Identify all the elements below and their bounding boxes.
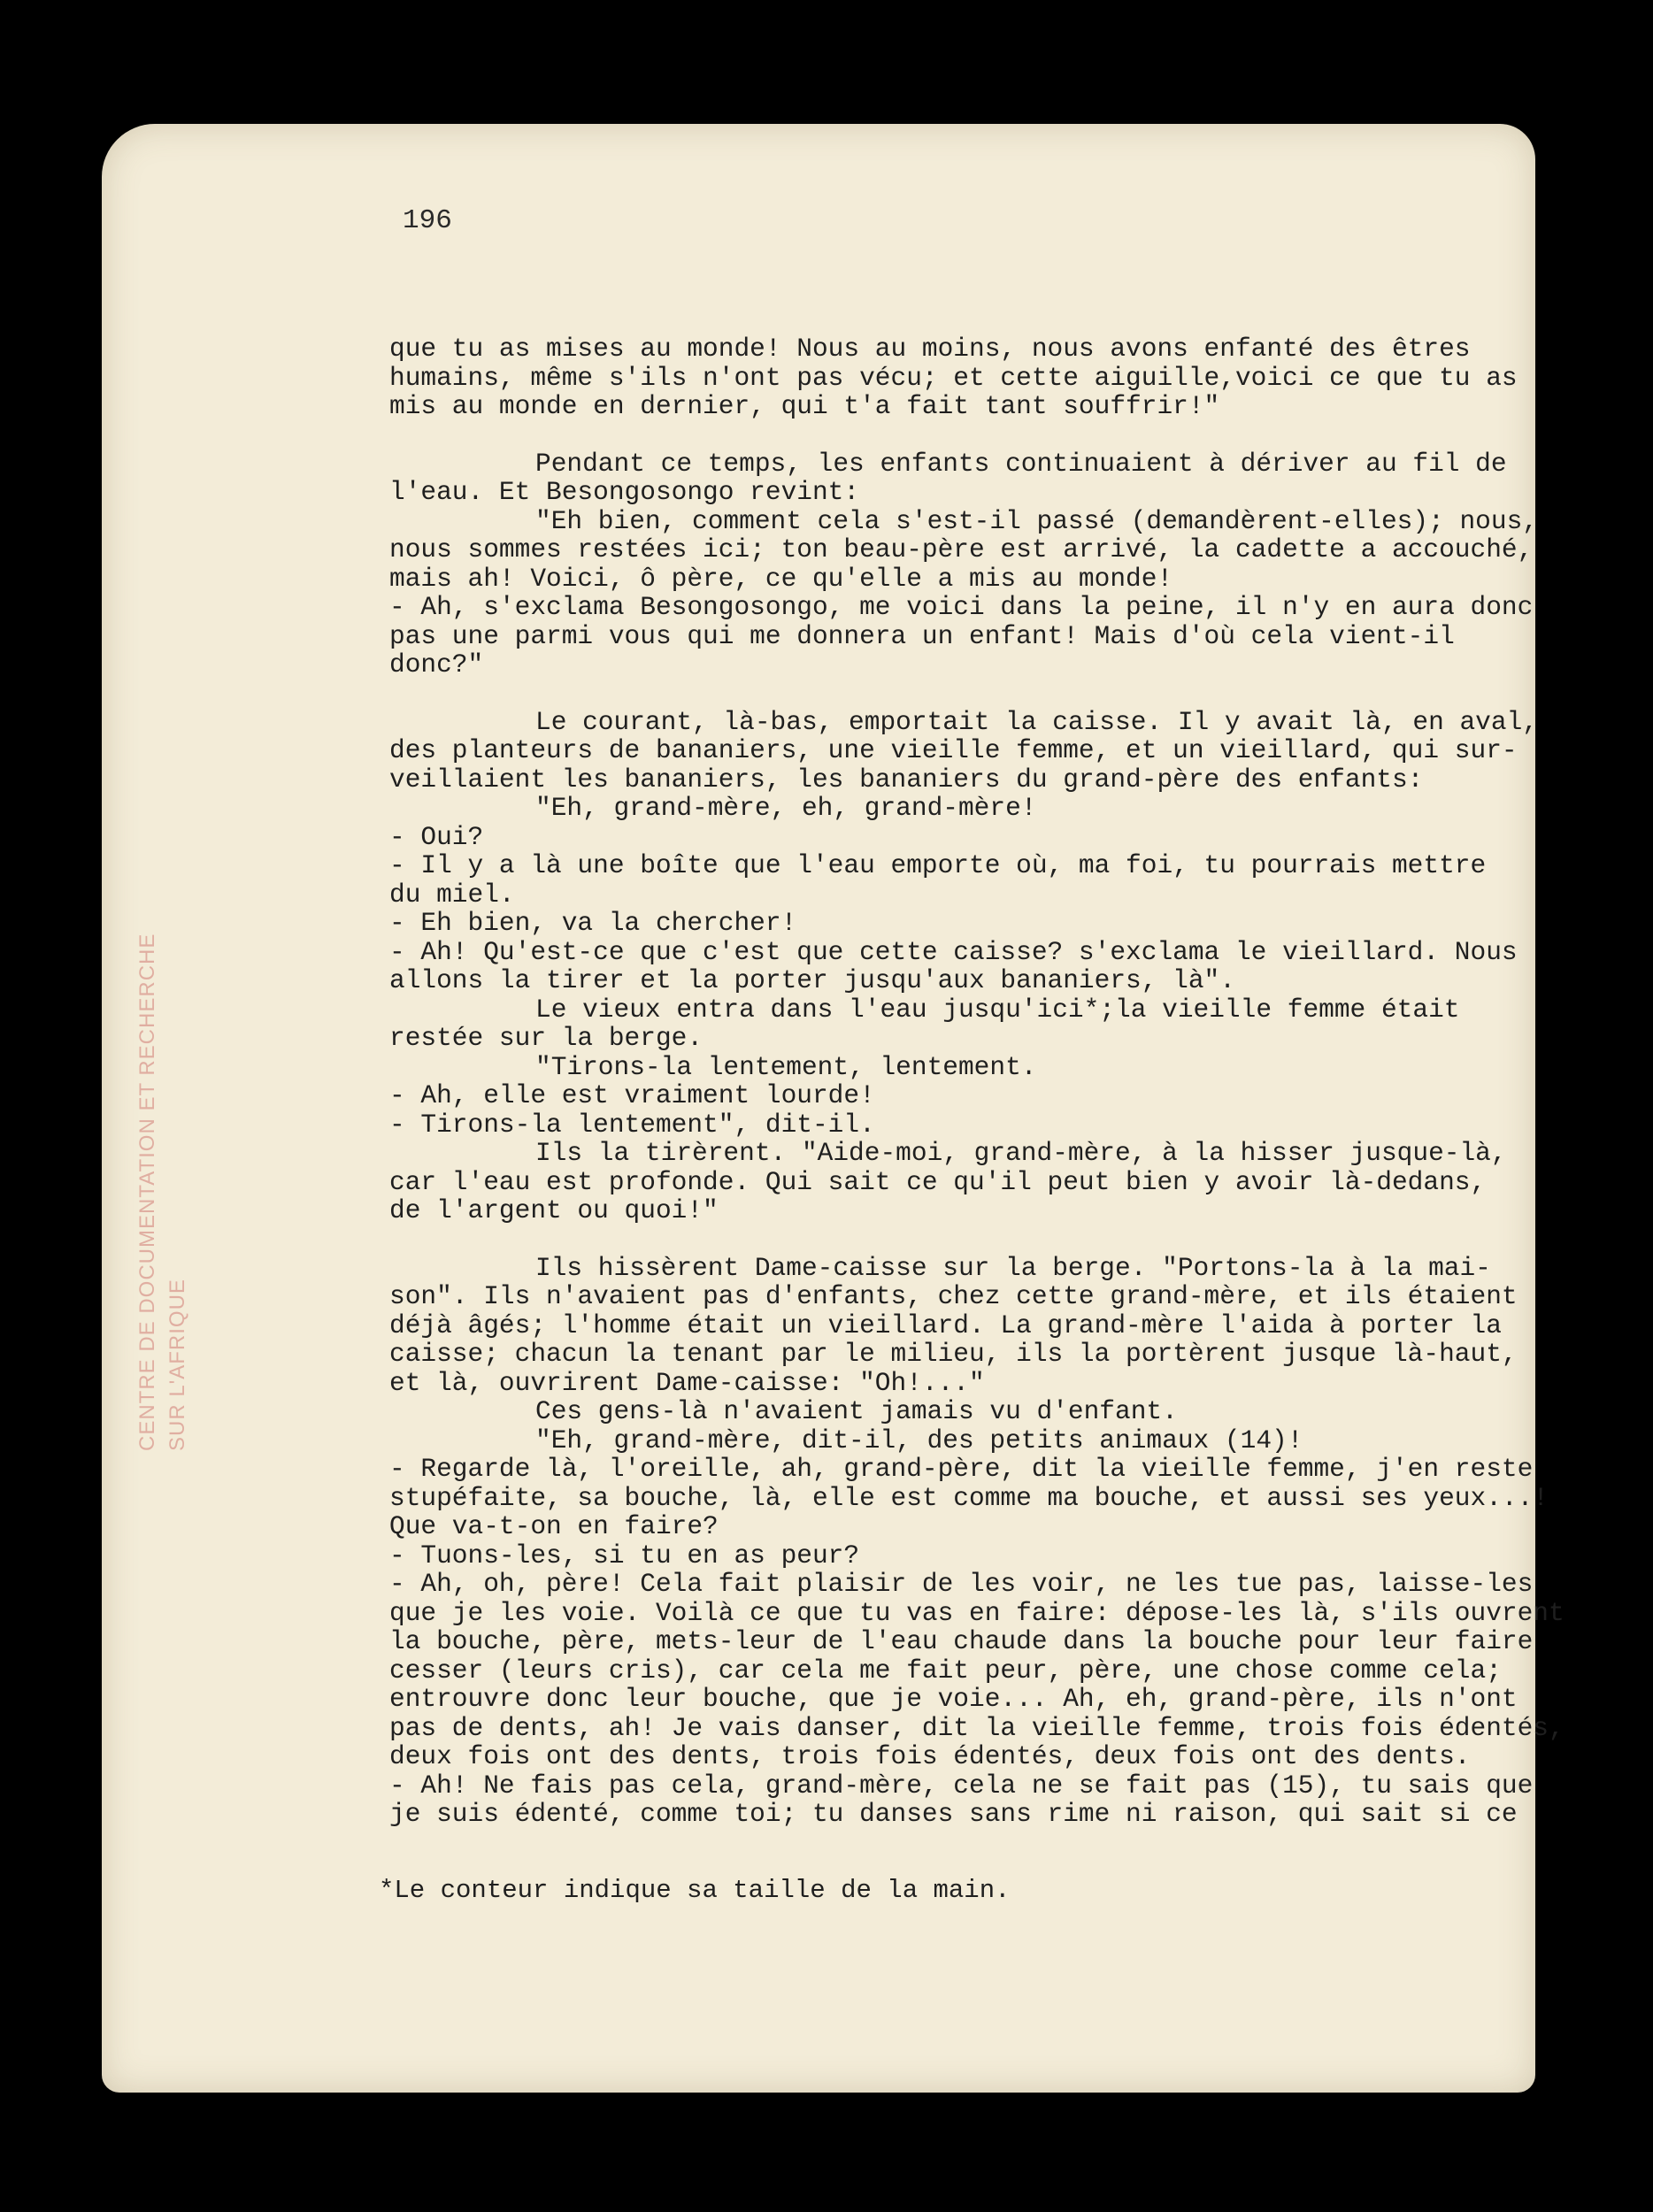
text-line: stupéfaite, sa bouche, là, elle est comme ma bouche, et aussi ses yeux...! <box>389 1482 1549 1513</box>
text-line: déjà âgés; l'homme était un vieillard. La grand-mère l'aida à porter la <box>389 1310 1502 1340</box>
text-line: et là, ouvrirent Dame-caisse: "Oh!..." <box>389 1367 985 1398</box>
text-line: - Eh bien, va la chercher! <box>389 908 797 938</box>
text-line: caisse; chacun la tenant par le milieu, ils la portèrent jusque là-haut, <box>389 1339 1518 1369</box>
text-line: l'eau. Et Besongosongo revint: <box>389 477 860 507</box>
text-line: que je les voie. Voilà ce que tu vas en faire: dépose-les là, s'ils ouvrent <box>389 1597 1565 1628</box>
text-line: pas de dents, ah! Je vais danser, dit la vieille femme, trois fois édentés, <box>389 1712 1565 1743</box>
text-line: la bouche, père, mets-leur de l'eau chaude dans la bouche pour leur faire <box>389 1626 1534 1656</box>
text-line: des planteurs de bananiers, une vieille femme, et un vieillard, qui sur- <box>389 735 1518 765</box>
text-line: - Oui? <box>389 821 484 852</box>
text-line: son". Ils n'avaient pas d'enfants, chez cette grand-mère, et ils étaient <box>389 1281 1518 1311</box>
text-line: Le vieux entra dans l'eau jusqu'ici*;la vieille femme était <box>535 994 1460 1025</box>
text-line: pas une parmi vous qui me donnera un enfant! Mais d'où cela vient-il <box>389 620 1455 651</box>
text-line: - Regarde là, l'oreille, ah, grand-père, dit la vieille femme, j'en reste <box>389 1454 1534 1484</box>
text-line: "Eh bien, comment cela s'est-il passé (demandèrent-elles); nous, <box>535 505 1538 536</box>
text-line: - Tirons-la lentement", dit-il. <box>389 1109 875 1140</box>
page-number: 196 <box>403 205 452 236</box>
text-line: Ils hissèrent Dame-caisse sur la berge. "Portons-la à la mai- <box>535 1252 1491 1283</box>
text-line: que tu as mises au monde! Nous au moins, nous avons enfanté des êtres <box>389 334 1471 364</box>
text-line: humains, même s'ils n'ont pas vécu; et cette aiguille,voici ce que tu as <box>389 362 1518 393</box>
text-line: Pendant ce temps, les enfants continuaient à dériver au fil de <box>535 448 1507 479</box>
text-line: "Eh, grand-mère, dit-il, des petits animaux (14)! <box>535 1425 1303 1455</box>
text-line: mais ah! Voici, ô père, ce qu'elle a mis au monde! <box>389 563 1173 594</box>
text-line: car l'eau est profonde. Qui sait ce qu'il peut bien y avoir là-dedans, <box>389 1166 1487 1197</box>
text-line: - Ah! Ne fais pas cela, grand-mère, cela ne se fait pas (15), tu sais que <box>389 1770 1534 1801</box>
text-line: Ces gens-là n'avaient jamais vu d'enfant. <box>535 1396 1178 1426</box>
text-line: mis au monde en dernier, qui t'a fait tant souffrir!" <box>389 391 1220 421</box>
library-stamp: CENTRE DE DOCUMENTATION ET RECHERCHE SUR L'AFRIQUE <box>135 933 189 1451</box>
text-line: Le courant, là-bas, emportait la caisse. Il y avait là, en aval, <box>535 706 1538 737</box>
text-line: - Ah, s'exclama Besongosongo, me voici dans la peine, il n'y en aura donc <box>389 592 1534 622</box>
text-line: - Ah! Qu'est-ce que c'est que cette caisse? s'exclama le vieillard. Nous <box>389 936 1518 967</box>
text-line: cesser (leurs cris), car cela me fait peur, père, une chose comme cela; <box>389 1655 1502 1686</box>
text-line: - Tuons-les, si tu en as peur? <box>389 1540 860 1571</box>
text-line: restée sur la berge. <box>389 1023 703 1053</box>
text-line: allons la tirer et la porter jusqu'aux bananiers, là". <box>389 965 1235 995</box>
text-line: Que va-t-on en faire? <box>389 1511 719 1541</box>
text-line: "Tirons-la lentement, lentement. <box>535 1051 1037 1082</box>
text-line: - Il y a là une boîte que l'eau emporte où, ma foi, tu pourrais mettre <box>389 850 1487 880</box>
text-line: donc?" <box>389 649 484 680</box>
text-line: Ils la tirèrent. "Aide-moi, grand-mère, à la hisser jusque-là, <box>535 1138 1507 1168</box>
text-line: du miel. <box>389 879 515 910</box>
text-line: - Ah, oh, père! Cela fait plaisir de les voir, ne les tue pas, laisse-les <box>389 1569 1534 1599</box>
text-line: "Eh, grand-mère, eh, grand-mère! <box>535 793 1037 823</box>
footnote: *Le conteur indique sa taille de la main. <box>379 1876 1011 1905</box>
body-text <box>389 334 1565 1829</box>
text-line: nous sommes restées ici; ton beau-père est arrivé, la cadette a accouché, <box>389 534 1534 565</box>
text-line: entrouvre donc leur bouche, que je voie... Ah, eh, grand-père, ils n'ont <box>389 1684 1518 1714</box>
text-line: de l'argent ou quoi!" <box>389 1195 719 1225</box>
text-line: deux fois ont des dents, trois fois édentés, deux fois ont des dents. <box>389 1741 1471 1771</box>
text-line: je suis édenté, comme toi; tu danses sans rime ni raison, qui sait si ce <box>389 1799 1518 1829</box>
text-line: - Ah, elle est vraiment lourde! <box>389 1080 875 1110</box>
text-line: veillaient les bananiers, les bananiers du grand-père des enfants: <box>389 764 1424 795</box>
